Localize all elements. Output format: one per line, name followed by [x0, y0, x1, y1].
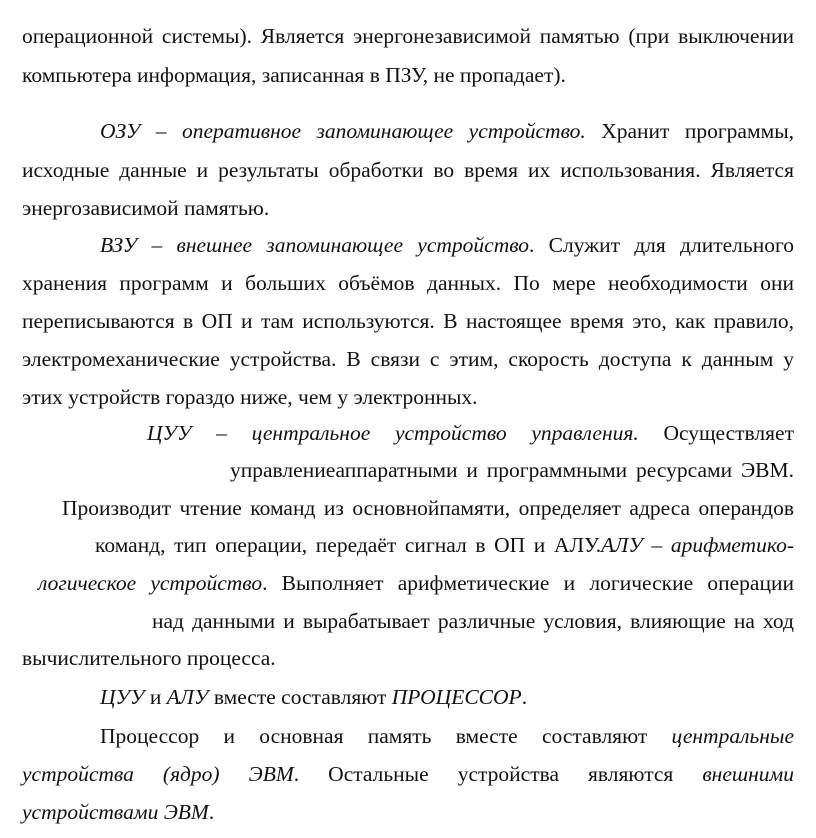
text-fragment: команд, тип операции, передаёт сигнал в ОП и АЛУ.	[95, 533, 602, 557]
text-line: вычислительного процесса.	[22, 646, 276, 670]
text-line: этих устройств гораздо ниже, чем у электронных.	[22, 385, 478, 409]
cuu-definition-line	[147, 415, 794, 452]
term-cuu: ЦУУ – центральное устройство управления.	[147, 421, 639, 445]
text-fragment: и	[144, 685, 167, 709]
text-fragment: Процессор и основная память вместе составляют	[100, 724, 648, 748]
text-line	[38, 565, 794, 602]
term-core-devices: устройства (ядро) ЭВМ	[22, 762, 294, 786]
text-fragment: . Остальные устройства являются	[293, 762, 674, 786]
text-line	[100, 718, 794, 755]
term-processor: ПРОЦЕССОР	[391, 685, 522, 709]
term-cuu: ЦУУ	[100, 685, 145, 709]
ozu-definition-line	[100, 113, 794, 150]
term-alu-continued: логическое устройство	[38, 571, 263, 595]
term-ozu: ОЗУ – оперативное запоминающее устройство.	[100, 119, 586, 143]
text-line: компьютера информация, записанная в ПЗУ, не пропадает).	[22, 63, 566, 87]
text-line: Производит чтение команд из основнойпамяти, определяет адреса операндов	[62, 496, 794, 520]
text-fragment: Хранит программы,	[601, 119, 795, 143]
text-line	[22, 756, 794, 793]
text-fragment: вместе составляют	[208, 685, 392, 709]
term-vzu: ВЗУ – внешнее запоминающее устройство	[100, 233, 530, 257]
text-line: переписываются в ОП и там используются. В настоящее время это, как правило,	[22, 309, 794, 333]
processor-definition-line	[100, 679, 794, 716]
alu-definition-line	[95, 527, 794, 564]
term-external-devices: устройствами ЭВМ	[22, 800, 209, 824]
vzu-definition-line	[100, 227, 794, 264]
text-fragment: . Выполняет арифметические и логические операции	[262, 571, 794, 595]
text-line: электромеханические устройства. В связи с этим, скорость доступа к данным у	[22, 347, 794, 371]
text-line: управлениеаппаратными и программными ресурсами ЭВМ.	[230, 458, 794, 482]
text-line	[22, 794, 794, 831]
term-external: внешними	[702, 762, 795, 786]
text-line: хранения программ и больших объёмов данных. По мере необходимости они	[22, 271, 794, 295]
term-central: центральные	[671, 724, 794, 748]
term-alu: АЛУ – арифметико-	[601, 533, 794, 557]
text-fragment: .	[521, 685, 528, 709]
term-alu: АЛУ	[166, 685, 209, 709]
text-line: энергозависимой памятью.	[22, 196, 270, 220]
text-fragment: .	[208, 800, 215, 824]
text-line: операционной системы). Является энергонезависимой памятью (при выключении	[22, 24, 794, 48]
text-line: исходные данные и результаты обработки во время их использования. Является	[22, 158, 794, 182]
text-fragment: . Служит для длительного	[529, 233, 794, 257]
text-line: над данными и вырабатывает различные условия, влияющие на ход	[152, 609, 794, 633]
text-fragment: Осуществляет	[663, 421, 794, 445]
